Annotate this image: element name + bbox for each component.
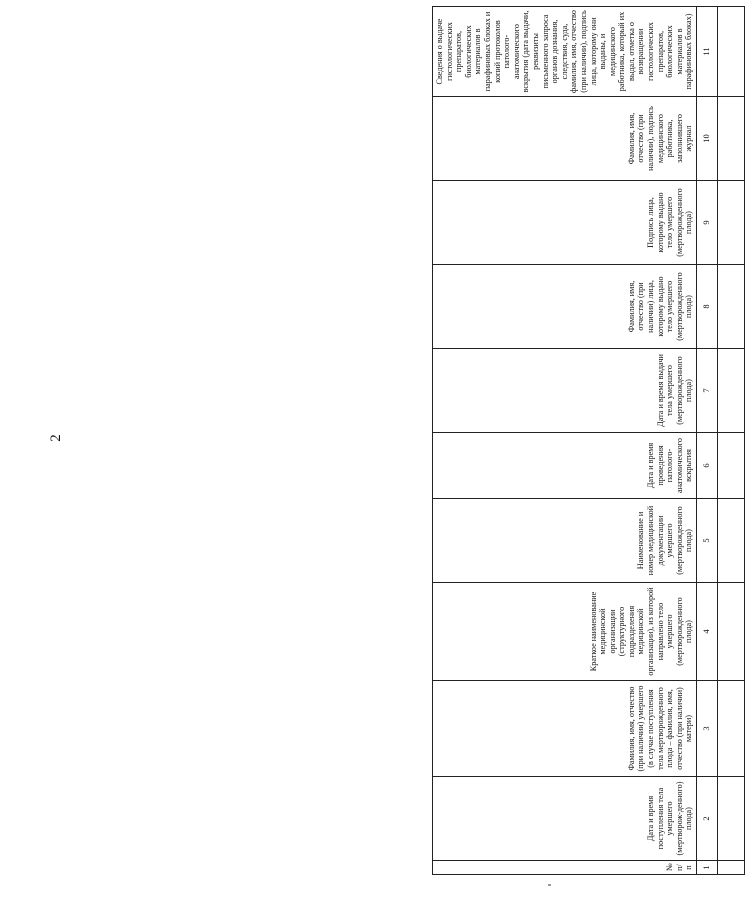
- header-cell-2: Дата и время поступления тела умершего (мертворож-денного) плода): [433, 777, 697, 861]
- column-number: 4: [697, 583, 718, 681]
- header-cell-7: Дата и время выдачи тела умершего (мертворожденного плода): [433, 349, 697, 433]
- page-number: 2: [48, 434, 64, 442]
- register-table-rotated: [432, 10, 712, 875]
- column-number: 8: [697, 265, 718, 349]
- register-table: [432, 6, 745, 875]
- empty-cell: [718, 861, 745, 875]
- header-cell-5: Наименование и номер медицинской документации умершего (мертворожденного плода): [433, 499, 697, 583]
- column-number: 2: [697, 777, 718, 861]
- column-number: 7: [697, 349, 718, 433]
- empty-entry-row: [718, 7, 745, 875]
- empty-cell: [718, 7, 745, 97]
- column-number: 9: [697, 181, 718, 265]
- empty-cell: [718, 499, 745, 583]
- empty-cell: [718, 265, 745, 349]
- column-number: 5: [697, 499, 718, 583]
- column-number-row: [697, 7, 718, 875]
- header-cell-3: Фамилия, имя, отчество (при наличии) умершего (в случае поступления тела мертворожденного плода – фамилия, имя, отчество (при наличии) матери): [433, 681, 697, 777]
- empty-cell: [718, 181, 745, 265]
- header-cell-10: Фамилия, имя, отчество (при наличии), подпись медицинского работника, заполнившего журнал: [433, 97, 697, 181]
- header-cell-4: Краткое наименование медицинской организации (структурного подразделения медицинской организации), из которой направлено тело умершего (мертворожденного плода): [433, 583, 697, 681]
- header-cell-6: Дата и время проведения патолого-анатомического вскрытия: [433, 433, 697, 499]
- column-number: 6: [697, 433, 718, 499]
- column-number: 10: [697, 97, 718, 181]
- header-row: [433, 7, 697, 875]
- header-cell-9: Подпись лица, которому выдано тело умершего (мертворожденного плода): [433, 181, 697, 265]
- scan-speck: [548, 884, 551, 886]
- empty-cell: [718, 681, 745, 777]
- column-number: 1: [697, 861, 718, 875]
- header-cell-8: Фамилия, имя, отчество (при наличии) лица, которому выдано тело умершего (мертворожденного плода): [433, 265, 697, 349]
- header-cell-11: Сведения о выдаче гистологических препаратов, биологических материалов в парафиновых блоках и копий протоколов патолого-анатомического вскрытия (дата выдачи, реквизиты письменного запроса органов дознания, следствия, суда, фамилия, имя, отчество (при наличии), подпись лица, которому они выданы, и медицинского работника, который их выдал, отметка о возвращении гистологических препаратов, биологических материалов в парафиновых блоках): [433, 7, 697, 97]
- header-cell-1: № п/п: [433, 861, 697, 875]
- empty-cell: [718, 583, 745, 681]
- column-number: 11: [697, 7, 718, 97]
- empty-cell: [718, 433, 745, 499]
- empty-cell: [718, 97, 745, 181]
- empty-cell: [718, 777, 745, 861]
- column-number: 3: [697, 681, 718, 777]
- empty-cell: [718, 349, 745, 433]
